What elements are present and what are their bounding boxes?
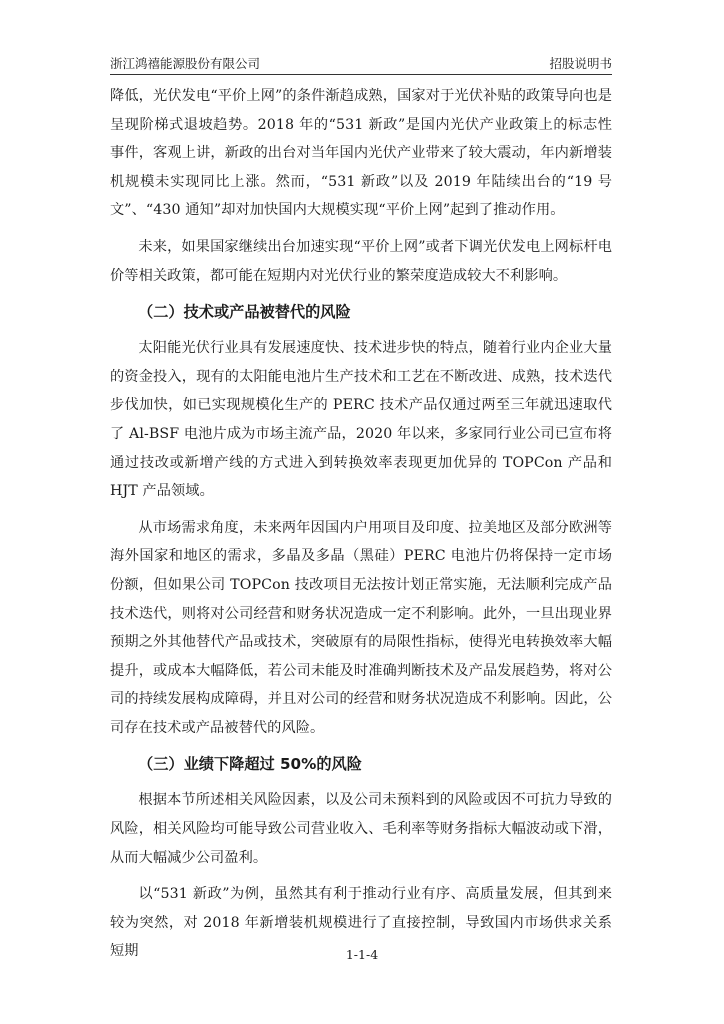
paragraph-market-demand: 从市场需求角度，未来两年因国内户用项目及印度、拉美地区及部分欧洲等海外国家和地区的需求，多晶及多晶（黑硅）PERC 电池片仍将保持一定市场份额，但如果公司 TOPCon 技改项目无法按计划正常实施，无法顺利完成产品技术迭代，则将对公司经营和财务状况造成一定不利影响。此外，一旦出现业界预期之外其他替代产品或技术，突破原有的局限性指标，使得光电转换效率大幅提升，或成本大幅降低，若公司未能及时准确判断技术及产品发展趋势，将对公司的持续发展构成障碍，并且对公司的经营和财务状况造成不利影响。因此，公司存在技术或产品被替代的风险。 (110, 519, 612, 736)
page-body (110, 82, 612, 966)
page-number: 1-1-4 (345, 947, 379, 962)
section-heading-tech-risk: （二）技术或产品被替代的风险 (138, 303, 351, 322)
header-document-type: 招股说明书 (549, 56, 612, 71)
paragraph-tech-iteration: 太阳能光伏行业具有发展速度快、技术进步快的特点，随着行业内企业大量的资金投入，现有的太阳能电池片生产技术和工艺在不断改进、成熟，技术迭代步伐加快，如已实现规模化生产的 PERC 技术产品仅通过两至三年就迅速取代了 Al-BSF 电池片成为市场主流产品，2020 年以来，多家同行业公司已宣布将通过技改或新增产线的方式进入到转换效率表现更加优异的 TOPCon 产品和 HJT 产品领域。 (110, 340, 612, 500)
paragraph-531-example: 以“531 新政”为例，虽然其有利于推动行业有序、高质量发展，但其到来较为突然，对 2018 年新增装机规模进行了直接控制，导致国内市场供求关系短期 (110, 886, 612, 960)
header-company-name: 浙江鸿禧能源股份有限公司 (110, 56, 261, 71)
paragraph-risk-factors: 根据本节所述相关风险因素，以及公司未预料到的风险或因不可抗力导致的风险，相关风险均可能导致公司营业收入、毛利率等财务指标大幅波动或下滑，从而大幅减少公司盈利。 (110, 792, 612, 866)
page-header (110, 50, 612, 75)
paragraph-future-policy: 未来，如果国家继续出台加速实现“平价上网”或者下调光伏发电上网标杆电价等相关政策，都可能在短期内对光伏行业的繁荣度造成较大不利影响。 (110, 238, 612, 284)
paragraph-policy-continued: 降低，光伏发电“平价上网”的条件渐趋成熟，国家对于光伏补贴的政策导向也是呈现阶梯式退坡趋势。2018 年的“531 新政”是国内光伏产业政策上的标志性事件，客观上讲，新政的出台对当年国内光伏产业带来了较大震动，年内新增装机规模未实现同比上涨。然而，“531 新政”以及 2019 年陆续出台的“19 号文”、“430 通知”却对加快国内大规模实现“平价上网”起到了推动作用。 (110, 88, 612, 219)
section-heading-performance-risk: （三）业绩下降超过 50%的风险 (138, 755, 362, 774)
